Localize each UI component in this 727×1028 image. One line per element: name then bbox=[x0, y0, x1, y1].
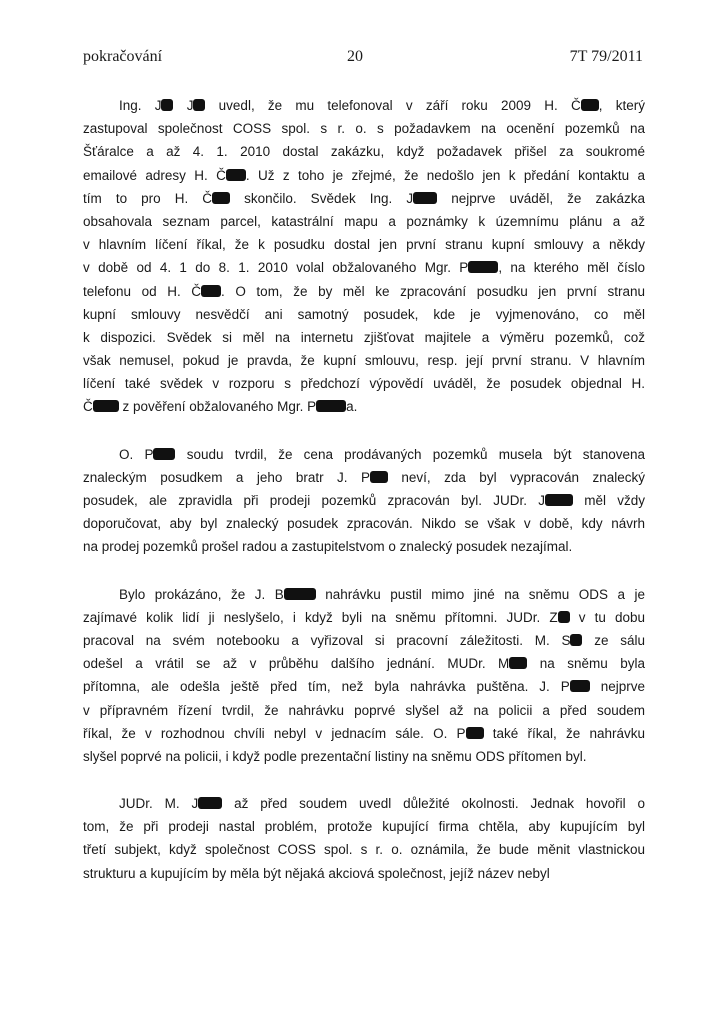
text-line: v době od 4. 1 do 8. 1. 2010 volal obžalovaného Mgr. P , na kterého měl číslo bbox=[83, 260, 645, 276]
redaction-mark bbox=[558, 611, 570, 623]
text-line: tom, že při prodeji nastal problém, protože kupující firma chtěla, aby kupujícím byl bbox=[83, 819, 645, 835]
redaction-mark bbox=[198, 797, 222, 809]
text-line: posudek, ale zpravidla při prodeji pozemků zpracován byl. JUDr. J měl vždy bbox=[83, 493, 645, 508]
text-line: slyšel poprvé na policii, i když podle prezentační listiny na sněmu ODS přítomen byl. bbox=[83, 748, 587, 764]
text-line: tím to pro H. Č skončilo. Svědek Ing. J nejprve uváděl, že zakázka bbox=[83, 190, 645, 206]
text-line: k dispozici. Svědek si měl na internetu zjišťovat majitele a výměru pozemků, což bbox=[83, 329, 645, 345]
page-header bbox=[83, 48, 643, 70]
redaction-mark bbox=[570, 634, 582, 646]
text-line: Č z pověření obžalovaného Mgr. P a. bbox=[83, 399, 358, 415]
paragraph bbox=[83, 443, 645, 559]
header-page-number: 20 bbox=[347, 48, 363, 65]
paragraph bbox=[83, 583, 645, 769]
redaction-mark bbox=[93, 400, 119, 412]
text-line: O. P soudu tvrdil, že cena prodávaných pozemků musela být stanovena bbox=[119, 446, 645, 462]
text-line: třetí subjekt, když společnost COSS spol. s r. o. oznámila, že bude měnit vlastnickou bbox=[83, 842, 645, 858]
text-line: Bylo prokázáno, že J. B nahrávku pustil mimo jiné na sněmu ODS a je bbox=[119, 586, 645, 602]
text-line: zajímavé kolik lidí ji neslyšelo, i když byli na sněmu přítomni. JUDr. Z v tu dobu bbox=[83, 609, 645, 625]
document-body bbox=[83, 94, 645, 909]
text-line: JUDr. M. J až před soudem uvedl důležité okolnosti. Jednak hovořil o bbox=[119, 796, 645, 812]
redaction-mark bbox=[370, 471, 388, 483]
text-line: na prodej pozemků prošel radou a zastupitelstvom o znalecký posudek nezajímal. bbox=[83, 539, 573, 555]
text-line: v hlavním líčení říkal, že k posudku dostal jen první stranu kupní smlouvy a někdy bbox=[83, 237, 645, 253]
redaction-mark bbox=[226, 169, 246, 181]
redaction-mark bbox=[193, 99, 205, 111]
redaction-mark bbox=[201, 285, 221, 297]
redaction-mark bbox=[468, 261, 498, 273]
redaction-mark bbox=[413, 192, 437, 204]
text-line: doporučovat, aby byl znalecký posudek zpracován. Nikdo se však v době, kdy návrh bbox=[83, 516, 645, 532]
paragraph bbox=[83, 792, 645, 885]
header-continuation: pokračování bbox=[83, 48, 163, 65]
paragraph bbox=[83, 94, 645, 419]
redaction-mark bbox=[153, 448, 175, 460]
text-line: Ing. J J uvedl, že mu telefonoval v září roku 2009 H. Č , který bbox=[119, 98, 645, 113]
redaction-mark bbox=[316, 400, 346, 412]
text-line: pracoval na svém notebooku a vyřizoval si pracovní záležitosti. M. S ze sálu bbox=[83, 632, 645, 648]
text-line: zastupoval společnost COSS spol. s r. o. s požadavkem na ocenění pozemků na bbox=[83, 121, 645, 137]
redaction-mark bbox=[545, 494, 573, 506]
redaction-mark bbox=[509, 657, 527, 669]
text-line: v přípravném řízení tvrdil, že nahrávku poprvé slyšel až na policii a před soudem bbox=[83, 702, 645, 718]
text-line: líčení také svědek v rozporu s předchozí výpovědí uváděl, že posudek objednal H. bbox=[83, 376, 645, 392]
text-line: odešel a vrátil se až v průběhu dalšího jednání. MUDr. M na sněmu byla bbox=[83, 656, 645, 672]
text-line: přítomna, ale odešla ještě před tím, než byla nahrávka puštěna. J. P nejprve bbox=[83, 679, 646, 695]
text-line: strukturu a kupujícím by měla být nějaká akciová společnost, jejíž název nebyl bbox=[83, 865, 550, 881]
header-case-number: 7T 79/2011 bbox=[569, 48, 643, 65]
text-line: znaleckým posudkem a jeho bratr J. P neví, zda byl vypracován znalecký bbox=[83, 469, 645, 485]
redaction-mark bbox=[284, 588, 316, 600]
redaction-mark bbox=[212, 192, 230, 204]
text-line: však nemusel, pokud je pravda, že kupní smlouvu, resp. její první stranu. V hlavním bbox=[83, 353, 645, 369]
text-line: Šťáralce a až 4. 1. 2010 dostal zakázku, když požadavek přišel za soukromé bbox=[83, 144, 645, 160]
text-line: kupní smlouvy nesvědčí ani samotný posudek, kde je vyjmenováno, co měl bbox=[83, 306, 645, 322]
redaction-mark bbox=[581, 99, 599, 111]
text-line: telefonu od H. Č . O tom, že by měl ke zpracování posudku jen první stranu bbox=[83, 283, 645, 299]
text-line: říkal, že v rozhodnou chvíli nebyl v jednacím sále. O. P také říkal, že nahrávku bbox=[83, 725, 645, 741]
text-line: emailové adresy H. Č . Už z toho je zřejmé, že nedošlo jen k předání kontaktu a bbox=[83, 167, 645, 183]
redaction-mark bbox=[570, 680, 590, 692]
redaction-mark bbox=[161, 99, 173, 111]
text-line: obsahovala seznam parcel, katastrální mapu a poznámky k územnímu plánu a až bbox=[83, 213, 645, 229]
redaction-mark bbox=[466, 727, 484, 739]
